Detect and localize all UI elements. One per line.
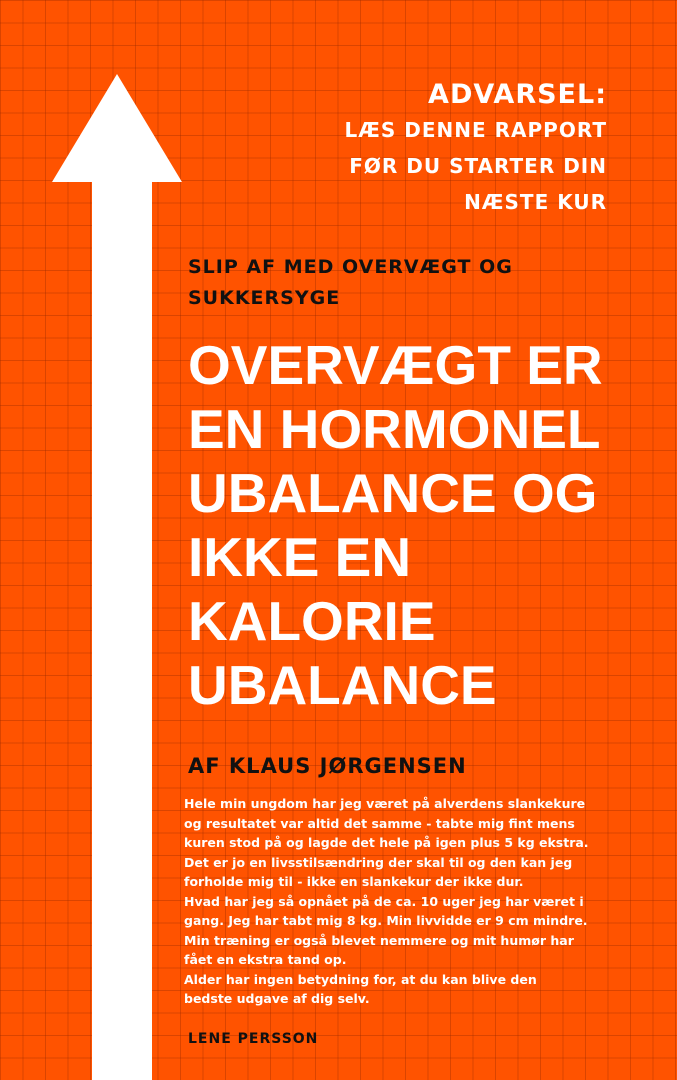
up-arrow-icon <box>52 74 182 1080</box>
testimonial <box>184 794 644 1009</box>
headline-line: IKKE EN <box>188 526 412 588</box>
warning-title: ADVARSEL: <box>428 79 607 110</box>
author-name: AF KLAUS JØRGENSEN <box>188 754 467 778</box>
testimonial-line: Alder har ingen betydning for, at du kan blive den <box>184 971 537 987</box>
headline-line: UBALANCE OG <box>188 462 598 524</box>
testimonial-line: forholde mig til - ikke en slankekur der ikke dur. <box>184 874 524 889</box>
headline-line: KALORIE <box>188 590 436 652</box>
warning-line: FØR DU STARTER DIN <box>349 154 607 178</box>
warning-line: LÆS DENNE RAPPORT <box>344 118 607 142</box>
arrow-shape <box>52 74 182 1080</box>
subtitle <box>188 252 608 314</box>
testimonial-line: kuren stod på og lagde det hele på igen plus 5 kg ekstra. <box>184 835 589 850</box>
testimonial-line: Det er jo en livsstilsændring der skal til og den kan jeg <box>184 854 573 870</box>
testimonial-signature: LENE PERSSON <box>188 1031 319 1047</box>
headline-line: OVERVÆGT ER <box>188 334 603 396</box>
headline-line: EN HORMONEL <box>188 398 601 460</box>
testimonial-line: fået en ekstra tand op. <box>184 952 347 967</box>
subtitle-line: SLIP AF MED OVERVÆGT OG <box>188 256 513 278</box>
warning-line: NÆSTE KUR <box>464 190 607 214</box>
testimonial-line: Min træning er også blevet nemmere og mit humør har <box>184 932 574 948</box>
testimonial-line: bedste udgave af dig selv. <box>184 991 370 1006</box>
testimonial-line: og resultatet var altid det samme - tabte mig fint mens <box>184 815 575 831</box>
headline <box>188 333 658 717</box>
testimonial-line: gang. Jeg har tabt mig 8 kg. Min livvidde er 9 cm mindre. <box>184 913 588 928</box>
testimonial-line: Hele min ungdom har jeg været på alverdens slankekure <box>184 796 586 811</box>
subtitle-line: SUKKERSYGE <box>188 287 341 309</box>
warning-block <box>344 78 607 220</box>
headline-line: UBALANCE <box>188 654 497 716</box>
testimonial-line: Hvad har jeg så opnået på de ca. 10 uger jeg har været i <box>184 893 584 909</box>
